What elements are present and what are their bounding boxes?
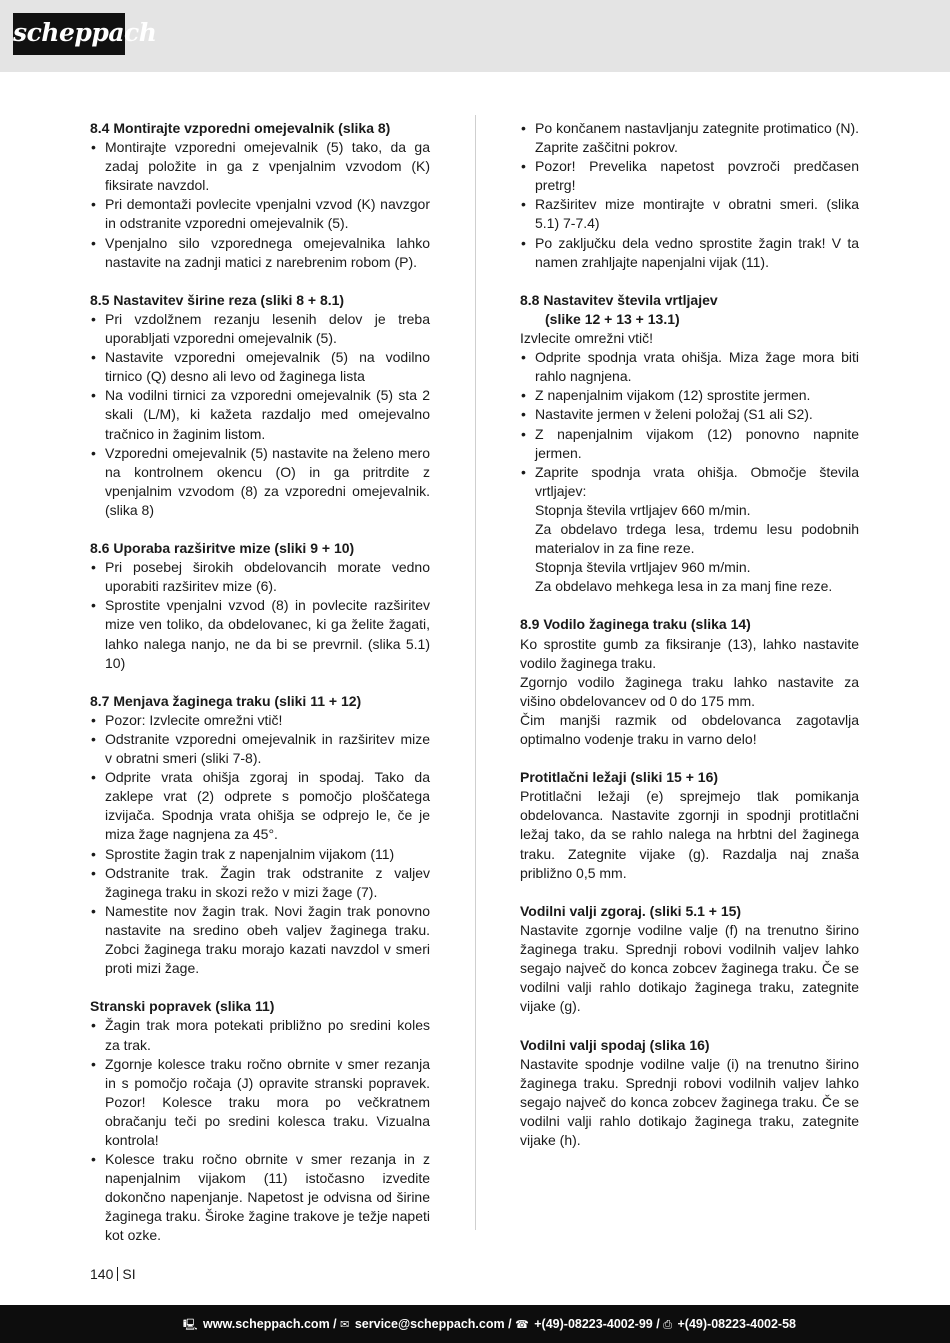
section-8-7 [90,692,430,978]
bullet-list [90,138,430,272]
section-heading: Protitlačni ležaji (sliki 15 + 16) [520,769,719,786]
page-number-separator [117,1267,118,1281]
speed-line: Stopnja števila vrtljajev 960 m/min. [535,559,751,576]
section-vodilni-valji-zgoraj [520,902,859,1017]
section-continued [520,119,859,272]
section-intro: Izvlecite omrežni vtič! [520,330,654,347]
bullet-item: • Po zaključku dela vedno sprostite žagin trak! V ta namen zrahljajte napenjalni vijak (11). [520,234,859,272]
bullet-item: • Nastavite jermen v želeni položaj (S1 ali S2). [520,405,859,424]
section-heading: Vodilni valji zgoraj. (sliki 5.1 + 15) [520,902,742,919]
bullet-item: • Vzporedni omejevalnik (5) nastavite na želeno mero na kontrolnem okencu (O) in ga pritrdite z vpenjalnim vzvodom (8) za vzporedni omejevalnik. (slika 8) [90,444,430,520]
bullet-item: • Kolesce traku ročno obrnite v smer rezanja in z napenjalnim vijakom (11) istočasno izvedite dokončno napenjanje. Napetost je odvisna od širine žaginega traku. Široke žagine trakove je težje napeti kot ozke. [90,1150,430,1245]
bullet-list [90,711,430,978]
paragraph: Ko sprostite gumb za fiksiranje (13), lahko nastavite vodilo žaginega traku. [520,635,859,671]
bullet-item: • Vpenjalno silo vzporednega omejevalnika lahko nastavite na zadnji matici z narebrenim robom (P). [90,234,430,272]
bullet-item: • Pri demontaži povlecite vpenjalni vzvod (K) navzgor in odstranite vzporedni omejevalnik (5). [90,195,430,233]
bullet-list [520,348,859,596]
scheppach-logo: scheppach [13,13,125,55]
telephone-icon: ☎ [515,1319,529,1331]
speed-line: Za obdelavo trdega lesa, trdemu lesu podobnih materialov in za fine reze. [535,520,859,557]
bullet-item: • Pozor! Prevelika napetost povzroči predčasen pretrg! [520,157,859,195]
bullet-item: • Odstranite vzporedni omejevalnik in razširitev mize v obratni smeri (sliki 7-8). [90,730,430,768]
footer-contact-line [183,1315,796,1334]
section-heading [520,291,859,329]
bullet-item: • Z napenjalnim vijakom (12) ponovno napnite jermen. [520,425,859,463]
bullet-item: • Zgornje kolesce traku ročno obrnite v smer rezanja in s pomočjo ročaja (J) opravite stranski popravek. Pozor! Kolesce traku mora po večkratnem obračanju teči po sredini kolesca traku. Vizualna kontrola! [90,1055,430,1150]
section-8-9 [520,615,859,749]
column-divider [475,115,476,1230]
speed-line: Stopnja števila vrtljajev 660 m/min. [535,501,751,518]
section-8-6 [90,539,430,673]
section-vodilni-valji-spodaj [520,1036,859,1151]
section-heading: Stranski popravek (slika 11) [90,998,275,1015]
section-stranski-popravek [90,997,430,1245]
section-heading-subtitle: (slike 12 + 13 + 13.1) [545,310,680,327]
bullet-item: • Namestite nov žagin trak. Novi žagin trak ponovno nastavite na sredino obeh valjev žaginega traku. Zobci žaginega traku morajo kazati navzdol v smeri proti mizi žage. [90,902,430,978]
bullet-item: • Po končanem nastavljanju zategnite protimatico (N). Zaprite zaščitni pokrov. [520,119,859,157]
paragraph: Nastavite zgornje vodilne valje (f) na trenutno širino žaginega traku. Sprednji robovi vodilnih valjev lahko segajo največ do konca zobcev žaginega traku. Če se vodilni valji rahlo dotikajo žaginega traku, zategnite vijake (g). [520,921,859,1015]
bullet-item: • Pri posebej širokih obdelovancih morate vedno uporabiti razširitev mize (6). [90,558,430,596]
paragraph: Čim manjši razmik od obdelovanca zagotavlja optimalno vodenje traku in varno delo! [520,711,859,747]
footer-separator: / [508,1317,512,1331]
page-number [90,1265,136,1283]
computer-icon: 🖳 [182,1319,198,1331]
paragraph: Nastavite spodnje vodilne valje (i) na trenutno širino žaginega traku. Sprednji robovi vodilnih valjev lahko segajo največ do konca zobcev žaginega traku. Če se vodilni valji rahlo dotikajo žaginega traku, zategnite vijake (h). [520,1055,859,1148]
right-column [520,119,859,1169]
left-column [90,119,430,1265]
bullet-list [90,558,430,673]
section-heading-title: 8.8 Nastavitev števila vrtljajev [520,291,718,308]
page-number-value: 140 [90,1266,114,1282]
bullet-list [90,310,430,520]
section-heading: 8.5 Nastavitev širine reza (sliki 8 + 8.1) [90,291,345,308]
section-protitlacni-lezaji [520,768,859,883]
bullet-item: • Sprostite žagin trak z napenjalnim vijakom (11) [90,845,430,864]
bullet-item: • Razširitev mize montirajte v obratni smeri. (slika 5.1) 7-7.4) [520,195,859,233]
speed-line: Za obdelavo mehkega lesa in za manj fine reze. [535,578,833,595]
bullet-item: • Pri vzdolžnem rezanju lesenih delov je treba uporabljati vzporedni omejevalnik (5). [90,310,430,348]
bullet-item: • Pozor: Izvlecite omrežni vtič! [90,711,430,730]
paragraph: Zgornjo vodilo žaginega traku lahko nastavite za višino obdelovancev od 0 do 175 mm. [520,673,859,709]
section-8-8 [520,291,859,597]
language-code: SI [122,1266,136,1282]
bullet-list [520,119,859,272]
section-heading: 8.7 Menjava žaginega traku (sliki 11 + 12) [90,692,362,709]
bullet-list [90,1016,430,1245]
bullet-item: • Sprostite vpenjalni vzvod (8) in povlecite razširitev mize ven toliko, da obdelovanec, ki ga želite žagati, lahko nalega nanjo, ne da bi se prevrnil. (slika 5.1) 10) [90,596,430,672]
bullet-item: • Odprite vrata ohišja zgoraj in spodaj. Tako da zaklepe vrat (2) odprete s pomočjo ploščatega izvijača. Spodnja vrata ohišja se odprejo le, če je miza žage nagnjena za 45°. [90,768,430,844]
bullet-item [520,463,859,597]
section-8-5 [90,291,430,520]
envelope-icon: ✉ [340,1319,350,1331]
section-heading: Vodilni valji spodaj (slika 16) [520,1036,710,1053]
page-footer [0,1305,950,1343]
bullet-item: • Odstranite trak. Žagin trak odstranite z valjev žaginega traku in skozi režo v mizi žage (7). [90,864,430,902]
bullet-item: • Nastavite vzporedni omejevalnik (5) na vodilno tirnico (Q) desno ali levo od žaginega lista [90,348,430,386]
paragraph: Protitlačni ležaji (e) sprejmejo tlak pomikanja obdelovanca. Nastavite zgornji in spodnji protitlačni ležaj tako, da se rahlo nalega na hrbtni del žaginega traku. Zategnite vijake (g). Razdalja naj znaša približno 0,5 mm. [520,788,859,881]
email-link[interactable]: service@scheppach.com [354,1317,505,1331]
bullet-item: • Z napenjalnim vijakom (12) sprostite jermen. [520,386,859,405]
phone-number: +(49)-08223-4002-99 [534,1317,653,1331]
bullet-item: • Odprite spodnja vrata ohišja. Miza žage mora biti rahlo nagnjena. [520,348,859,386]
fax-number: +(49)-08223-4002-58 [677,1317,796,1331]
bullet-item: • Žagin trak mora potekati približno po sredini koles za trak. [90,1016,430,1054]
section-heading: 8.6 Uporaba razširitve mize (sliki 9 + 10) [90,540,355,557]
footer-separator: / [656,1317,660,1331]
page-header [0,0,950,72]
footer-separator: / [333,1317,337,1331]
section-8-4 [90,119,430,272]
section-heading: 8.9 Vodilo žaginega traku (slika 14) [520,616,751,633]
fax-icon: ⎙ [663,1319,673,1331]
website-link[interactable]: www.scheppach.com [203,1317,330,1331]
bullet-item: • Na vodilni tirnici za vzporedni omejevalnik (5) sta 2 skali (L/M), ki kažeta razdaljo med omejevalno tračnico in žaginim listom. [90,386,430,443]
bullet-item: • Montirajte vzporedni omejevalnik (5) tako, da ga zadaj položite in ga z vpenjalnim vzvodom (K) fiksirate navzdol. [90,138,430,195]
section-heading: 8.4 Montirajte vzporedni omejevalnik (slika 8) [90,120,391,136]
bullet-text: • Zaprite spodnja vrata ohišja. Območje števila vrtljajev: [535,463,859,499]
